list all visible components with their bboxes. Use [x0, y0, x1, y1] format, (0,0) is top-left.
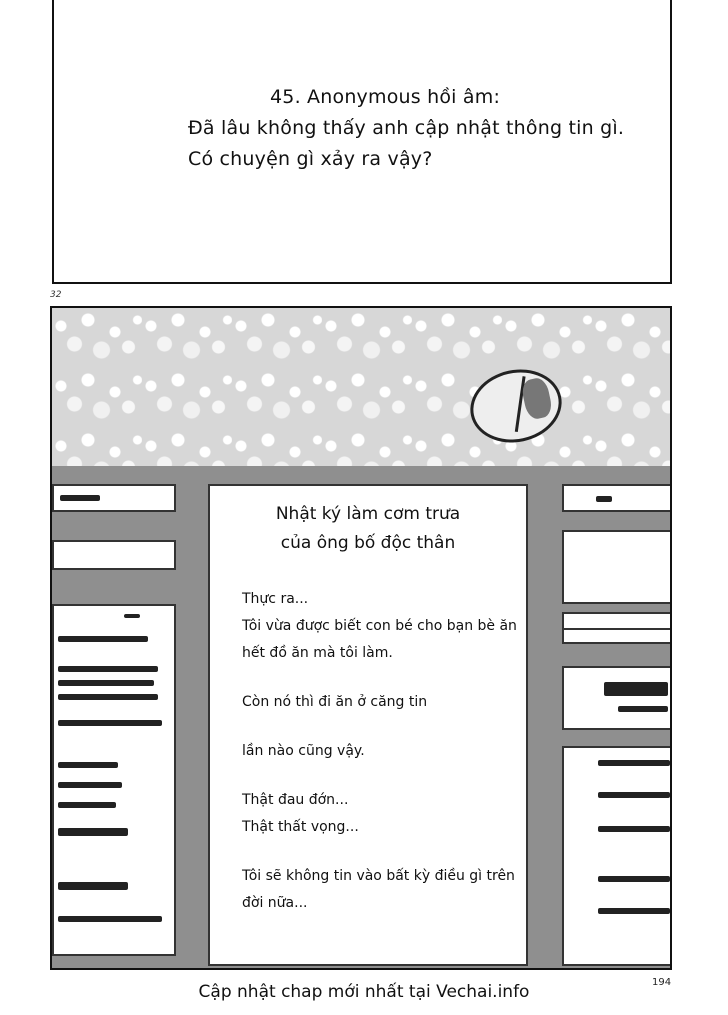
scribble [598, 908, 670, 914]
blog-post [208, 484, 528, 966]
right-sidebar-box [562, 484, 672, 512]
right-sidebar-box [562, 530, 672, 604]
blog-line: đời nữa... [242, 895, 308, 911]
blog-line: Tôi sẽ không tin vào bất kỳ điều gì trên [242, 868, 515, 884]
blog-title-line-2: của ông bố độc thân [280, 533, 456, 553]
footer-credit: Cập nhật chap mới nhất tại Vechai.info [198, 982, 530, 1002]
scribble [598, 876, 670, 882]
left-sidebar-box [52, 540, 176, 570]
divider [564, 628, 672, 630]
right-sidebar-box [562, 666, 672, 730]
comment-title: 45. Anonymous hồi âm: [270, 86, 501, 108]
scribble [58, 666, 158, 672]
scribble [604, 682, 668, 696]
scribble [58, 882, 128, 890]
bottom-panel [50, 306, 672, 970]
scribble [58, 720, 162, 726]
left-sidebar-list [52, 604, 176, 956]
comment-line-2: Có chuyện gì xảy ra vậy? [188, 148, 433, 170]
scribble [598, 792, 670, 798]
right-sidebar-list [562, 746, 672, 966]
sky-illustration [52, 308, 670, 468]
blog-line: lần nào cũng vậy. [242, 743, 365, 759]
blog-title-line-1: Nhật ký làm cơm trưa [275, 504, 461, 524]
comment-block [188, 82, 624, 175]
blog-line: Thật thất vọng... [242, 819, 359, 835]
blog-line: hết đồ ăn mà tôi làm. [242, 645, 393, 661]
blog-line: Thực ra... [242, 591, 309, 607]
right-sidebar-box [562, 612, 672, 644]
scribble [598, 826, 670, 832]
blog-line: Tôi vừa được biết con bé cho bạn bè ăn [242, 618, 517, 634]
comment-line-1: Đã lâu không thấy anh cập nhật thông tin gì. [188, 117, 625, 139]
scribble [618, 706, 668, 712]
scribble [58, 636, 148, 642]
page-number-bottom: 194 [652, 977, 672, 988]
scribble [58, 680, 154, 686]
scribble [58, 802, 116, 808]
page-number-top: 32 [50, 290, 62, 300]
blog-body [242, 586, 517, 917]
scribble [58, 916, 162, 922]
scribble [58, 694, 158, 700]
blog-line: Còn nó thì đi ăn ở căng tin [242, 694, 428, 710]
bento-food [520, 376, 554, 421]
scribble [58, 828, 128, 836]
scribble [58, 762, 118, 768]
scribble [58, 782, 122, 788]
scribble [596, 496, 612, 502]
blog-line: Thật đau đớn... [242, 792, 349, 808]
scribble [60, 495, 100, 501]
bento-box-icon [464, 361, 569, 451]
scribble [598, 760, 670, 766]
blog-title [210, 500, 526, 558]
left-sidebar-box [52, 484, 176, 512]
scribble [124, 614, 140, 618]
